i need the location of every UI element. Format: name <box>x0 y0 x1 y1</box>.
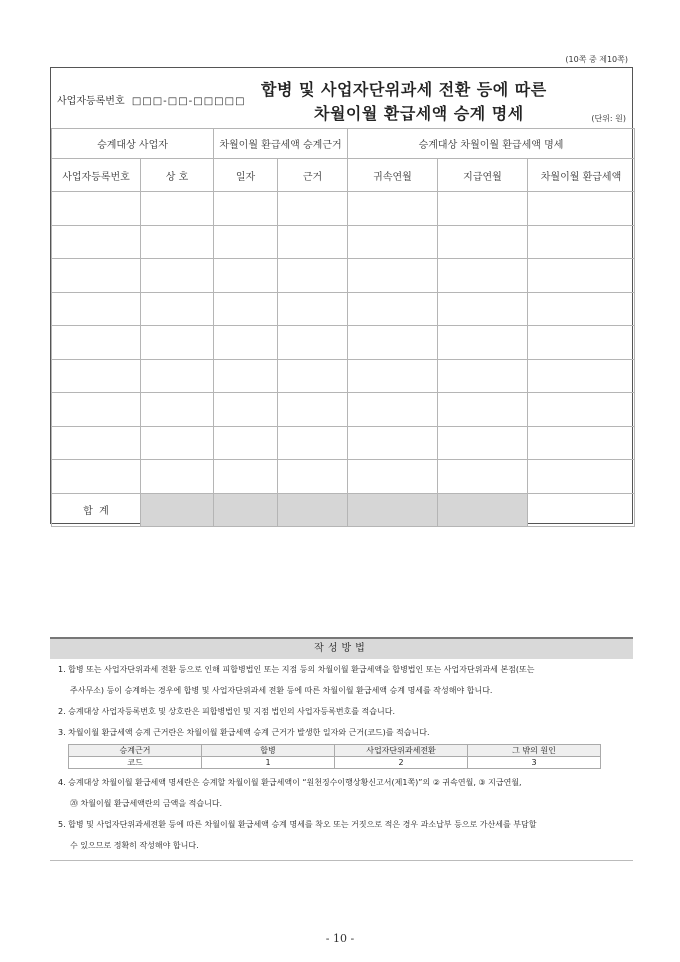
cell-input[interactable] <box>528 259 635 293</box>
bizno-label: 사업자등록번호 <box>57 96 125 107</box>
shaded-cell <box>438 493 528 526</box>
code-cell: 2 <box>335 757 468 769</box>
cell-input[interactable] <box>278 393 348 427</box>
col-attrib-month: 귀속연월 <box>348 159 438 192</box>
cell-input[interactable] <box>348 192 438 226</box>
instructions-title: 작성방법 <box>50 637 633 659</box>
cell-input[interactable] <box>278 225 348 259</box>
cell-input[interactable] <box>141 326 214 360</box>
code-cell: 코드 <box>69 757 202 769</box>
bizno-boxes[interactable]: □□□-□□-□□□□□ <box>131 96 246 107</box>
form-title-line2: 차월이월 환급세액 승계 명세 <box>314 104 524 123</box>
table-row <box>52 292 635 326</box>
cell-input[interactable] <box>52 292 141 326</box>
code-header-cell: 합병 <box>202 745 335 757</box>
total-refund-input[interactable] <box>528 493 635 526</box>
group-header-details: 승계대상 차월이월 환급세액 명세 <box>348 129 635 159</box>
group-header-successor: 승계대상 사업자 <box>52 129 214 159</box>
table-row <box>52 225 635 259</box>
cell-input[interactable] <box>141 192 214 226</box>
cell-input[interactable] <box>52 259 141 293</box>
instruction-item: 3. 차월이월 환급세액 승계 근거란은 차월이월 환급세액 승계 근거가 발생한 일자와 근거(코드)를 적습니다. <box>58 728 430 737</box>
cell-input[interactable] <box>214 292 278 326</box>
cell-input[interactable] <box>348 225 438 259</box>
instruction-item: 5. 합병 및 사업자단위과세전환 등에 따른 차월이월 환급세액 승계 명세를 착오 또는 거짓으로 적은 경우 과소납부 등으로 가산세를 부담할 <box>58 820 537 829</box>
column-header-row <box>52 159 635 192</box>
cell-input[interactable] <box>141 259 214 293</box>
code-header-cell: 사업자단위과세전환 <box>335 745 468 757</box>
succession-table <box>51 128 635 527</box>
cell-input[interactable] <box>348 460 438 494</box>
cell-input[interactable] <box>438 225 528 259</box>
cell-input[interactable] <box>438 259 528 293</box>
cell-input[interactable] <box>528 225 635 259</box>
code-header-cell: 그 밖의 원인 <box>468 745 601 757</box>
code-table-row <box>69 757 601 769</box>
cell-input[interactable] <box>438 192 528 226</box>
cell-input[interactable] <box>528 426 635 460</box>
group-header-basis: 차월이월 환급세액 승계근거 <box>214 129 348 159</box>
cell-input[interactable] <box>348 292 438 326</box>
instruction-item: 1. 합병 또는 사업자단위과세 전환 등으로 인해 피합병법인 또는 지점 등의 차월이월 환급세액을 합병법인 또는 사업자단위과세 본점(또는 <box>58 665 535 674</box>
cell-input[interactable] <box>141 460 214 494</box>
cell-input[interactable] <box>528 393 635 427</box>
code-table <box>68 744 601 769</box>
cell-input[interactable] <box>214 259 278 293</box>
cell-input[interactable] <box>278 259 348 293</box>
shaded-cell <box>348 493 438 526</box>
shaded-cell <box>214 493 278 526</box>
bizno-header <box>57 92 246 107</box>
cell-input[interactable] <box>214 393 278 427</box>
cell-input[interactable] <box>278 292 348 326</box>
shaded-cell <box>278 493 348 526</box>
cell-input[interactable] <box>438 393 528 427</box>
instruction-item: ⑳ 차월이월 환급세액란의 금액을 적습니다. <box>70 799 223 808</box>
cell-input[interactable] <box>214 426 278 460</box>
cell-input[interactable] <box>52 359 141 393</box>
cell-input[interactable] <box>278 359 348 393</box>
cell-input[interactable] <box>52 225 141 259</box>
col-pay-month: 지급연월 <box>438 159 528 192</box>
instruction-item: 수 있으므로 정확히 작성해야 합니다. <box>70 841 199 850</box>
cell-input[interactable] <box>278 326 348 360</box>
cell-input[interactable] <box>348 326 438 360</box>
col-basis: 근거 <box>278 159 348 192</box>
cell-input[interactable] <box>52 393 141 427</box>
cell-input[interactable] <box>214 225 278 259</box>
col-name: 상 호 <box>141 159 214 192</box>
cell-input[interactable] <box>214 192 278 226</box>
cell-input[interactable] <box>52 326 141 360</box>
succession-form <box>50 67 633 524</box>
cell-input[interactable] <box>438 292 528 326</box>
table-row <box>52 359 635 393</box>
cell-input[interactable] <box>214 326 278 360</box>
cell-input[interactable] <box>528 359 635 393</box>
instruction-item: 주사무소) 등이 승계하는 경우에 합병 및 사업자단위과세 전환 등에 따른 차월이월 환급세액 승계 명세를 작성해야 합니다. <box>70 686 493 695</box>
title-area <box>51 68 632 129</box>
cell-input[interactable] <box>141 393 214 427</box>
cell-input[interactable] <box>52 192 141 226</box>
cell-input[interactable] <box>141 292 214 326</box>
unit-label: (단위: 원) <box>591 114 626 123</box>
cell-input[interactable] <box>438 326 528 360</box>
col-date: 일자 <box>214 159 278 192</box>
shaded-cell <box>141 493 214 526</box>
cell-input[interactable] <box>438 359 528 393</box>
total-label: 합 계 <box>52 493 141 526</box>
cell-input[interactable] <box>438 460 528 494</box>
form-title-line1: 합병 및 사업자단위과세 전환 등에 따른 <box>261 80 547 99</box>
table-row <box>52 426 635 460</box>
table-row <box>52 192 635 226</box>
cell-input[interactable] <box>141 225 214 259</box>
cell-input[interactable] <box>141 426 214 460</box>
instruction-item: 2. 승계대상 사업자등록번호 및 상호란은 피합병법인 및 지점 법인의 사업자등록번호를 적습니다. <box>58 707 395 716</box>
page-indicator: (10쪽 중 제10쪽) <box>565 55 628 64</box>
group-header-row <box>52 129 635 159</box>
instruction-item: 4. 승계대상 차월이월 환급세액 명세란은 승계할 차월이월 환급세액이 “원천징수이행상황신고서(제1쪽)”의 ② 귀속연월, ③ 지급연월, <box>58 778 522 787</box>
cell-input[interactable] <box>348 393 438 427</box>
table-row <box>52 460 635 494</box>
code-cell: 1 <box>202 757 335 769</box>
col-refund: 차월이월 환급세액 <box>528 159 635 192</box>
cell-input[interactable] <box>528 460 635 494</box>
col-bizno: 사업자등록번호 <box>52 159 141 192</box>
cell-input[interactable] <box>348 426 438 460</box>
cell-input[interactable] <box>214 460 278 494</box>
instructions-section <box>50 637 633 861</box>
cell-input[interactable] <box>438 426 528 460</box>
cell-input[interactable] <box>528 326 635 360</box>
cell-input[interactable] <box>52 426 141 460</box>
code-header-cell: 승계근거 <box>69 745 202 757</box>
cell-input[interactable] <box>278 460 348 494</box>
table-row <box>52 259 635 293</box>
cell-input[interactable] <box>52 460 141 494</box>
cell-input[interactable] <box>528 192 635 226</box>
total-row <box>52 493 635 526</box>
cell-input[interactable] <box>141 359 214 393</box>
cell-input[interactable] <box>278 426 348 460</box>
cell-input[interactable] <box>348 359 438 393</box>
cell-input[interactable] <box>278 192 348 226</box>
page-number: - 10 - <box>325 932 355 945</box>
cell-input[interactable] <box>348 259 438 293</box>
cell-input[interactable] <box>214 359 278 393</box>
table-row <box>52 326 635 360</box>
cell-input[interactable] <box>528 292 635 326</box>
code-table-header <box>69 745 601 757</box>
table-row <box>52 393 635 427</box>
instructions-body <box>50 659 633 861</box>
code-cell: 3 <box>468 757 601 769</box>
